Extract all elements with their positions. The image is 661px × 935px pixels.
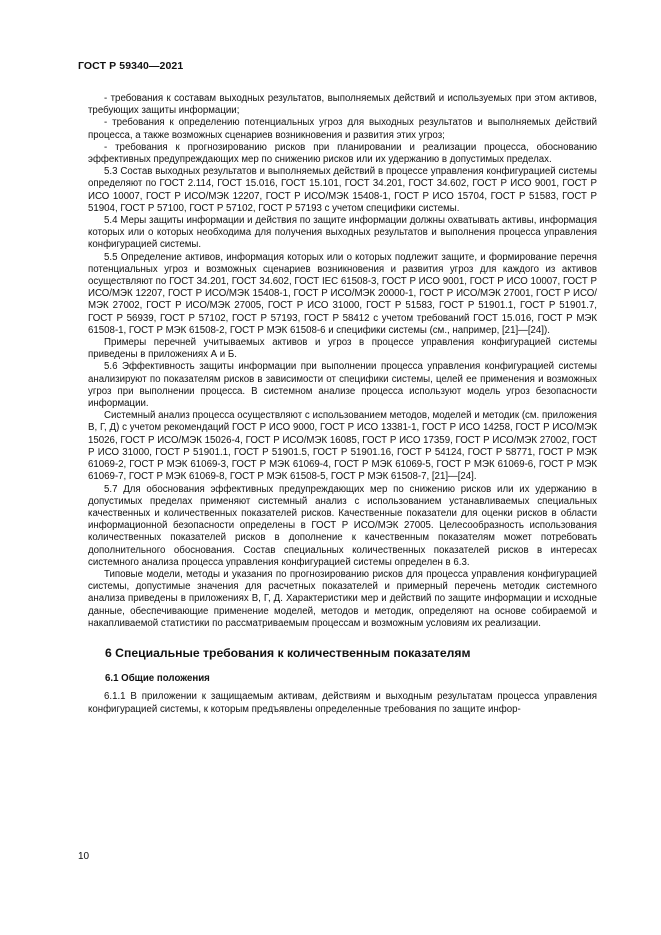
paragraph-5-5: 5.5 Определение активов, информация которых или о которых подлежит защите, и формирование перечня потенциальных угроз и возможных сценариев возникновения и развития угроз для каждого из активов осуществляют по ГОСТ 34.201, ГОСТ 34.602, ГОСТ IEC 61508-3, ГОСТ Р ИСО 9001, ГОСТ Р ИСО 10007, ГОСТ Р ИСО/МЭК 12207, ГОСТ Р ИСО/МЭК 15408-1, ГОСТ Р ИСО/МЭК 20000-1, ГОСТ Р ИСО/МЭК 27001, ГОСТ Р ИСО/МЭК 27002, ГОСТ Р ИСО/МЭК 27005, ГОСТ Р ИСО 31000, ГОСТ Р 51583, ГОСТ Р 51901.1, ГОСТ Р 51901.7, ГОСТ Р 56939, ГОСТ Р 57102, ГОСТ Р 57193, ГОСТ Р 58412 с учетом требований ГОСТ 15.016, ГОСТ Р МЭК 61508-1, ГОСТ Р МЭК 61508-2, ГОСТ Р МЭК 61508-6 и специфики системы (см., например, [21]—[24]).	[88, 251, 597, 336]
page-number: 10	[78, 851, 90, 862]
paragraph-5-6: 5.6 Эффективность защиты информации при выполнении процесса управления конфигурацией системы анализируют по показателям рисков в зависимости от специфики системы, целей ее применения и возможных угроз при выполнении процесса. В системном анализе процесса используют модель угроз безопасности информации.	[88, 361, 597, 410]
subsection-6-1-heading: 6.1 Общие положения	[105, 673, 210, 685]
list-item-dash: - требования к определению потенциальных угроз для выходных результатов и выполняемых действий процесса, а также возможных сценариев возникновения и развития этих угроз;	[88, 117, 597, 141]
section-6-heading: 6 Специальные требования к количественным показателям	[105, 645, 471, 660]
paragraph-6-1-1: 6.1.1 В приложении к защищаемым активам, действиям и выходным результатам процесса управления конфигурацией системы, к которым предъявлены определенные требования по защите инфор-	[88, 691, 597, 715]
paragraph-5-4: 5.4 Меры защиты информации и действия по защите информации должны охватывать активы, информация которых или о которых необходима для получения выходных результатов и выполнения процесса управления конфигурацией системы.	[88, 215, 597, 251]
paragraph-5-7: 5.7 Для обоснования эффективных предупреждающих мер по снижению рисков или их удержанию в допустимых пределах применяют системный анализ с использованием устанавливаемых специальных качественных и количественных показателей рисков. Качественные показатели для оценки рисков в области информационной безопасности определены в ГОСТ Р ИСО/МЭК 27005. Целесообразность использования количественных показателей рисков в дополнение к качественным показателям может потребовать дополнительного обоснования. Состав специальных количественных показателей рисков в интересах системного анализа процесса управления конфигурацией системы определен в 6.3.	[88, 483, 597, 568]
paragraph-typical-models: Типовые модели, методы и указания по прогнозированию рисков для процесса управления конфигурацией системы, допустимые значения для расчетных показателей и примерный перечень методик системного анализа приведены в приложениях В, Г, Д. Характеристики мер и действий по защите информации и исходные данные, обеспечивающие применение моделей, методов и методик, определяют на основе собираемой и накапливаемой статистики по рассматриваемым процессам и возможным условиям их реализации.	[88, 568, 597, 629]
list-item-dash: - требования к составам выходных результатов, выполняемых действий и используемых при этом активов, требующих защиты информации;	[88, 93, 597, 117]
list-item-dash: - требования к прогнозированию рисков при планировании и реализации процесса, обоснованию эффективных предупреждающих мер по снижению рисков или их удержанию в допустимых пределах.	[88, 141, 597, 166]
document-code: ГОСТ Р 59340—2021	[78, 60, 184, 72]
paragraph-system-analysis: Системный анализ процесса осуществляют с использованием методов, моделей и методик (см. приложения В, Г, Д) с учетом рекомендаций ГОСТ Р ИСО 9000, ГОСТ Р ИСО 13381-1, ГОСТ Р ИСО 14258, ГОСТ Р ИСО/МЭК 15026, ГОСТ Р ИСО/МЭК 15026-4, ГОСТ Р ИСО/МЭК 16085, ГОСТ Р ИСО 17359, ГОСТ Р ИСО/МЭК 27002, ГОСТ Р ИСО 31000, ГОСТ Р 51901.1, ГОСТ Р 51901.5, ГОСТ Р 51901.16, ГОСТ Р 54124, ГОСТ Р 58771, ГОСТ Р МЭК 61069-2, ГОСТ Р МЭК 61069-3, ГОСТ Р МЭК 61069-4, ГОСТ Р МЭК 61069-5, ГОСТ Р МЭК 61069-6, ГОСТ Р МЭК 61069-7, ГОСТ Р МЭК 61069-8, ГОСТ Р МЭК 61508-5, ГОСТ Р МЭК 61508-7, [21]—[24].	[88, 410, 597, 483]
paragraph-examples: Примеры перечней учитываемых активов и угроз в процессе управления конфигурацией системы приведены в приложениях А и Б.	[88, 337, 597, 361]
page-body	[88, 93, 597, 716]
paragraph-5-3: 5.3 Состав выходных результатов и выполняемых действий в процессе управления конфигурацией системы определяют по ГОСТ 2.114, ГОСТ 15.016, ГОСТ 15.101, ГОСТ 34.201, ГОСТ 34.602, ГОСТ Р ИСО 9001, ГОСТ Р ИСО 10007, ГОСТ Р ИСО/МЭК 12207, ГОСТ Р ИСО/МЭК 15408-1, ГОСТ Р ИСО 15704, ГОСТ Р 51583, ГОСТ Р 51904, ГОСТ Р 57100, ГОСТ Р 57102, ГОСТ Р 57193 с учетом специфики системы.	[88, 166, 597, 214]
